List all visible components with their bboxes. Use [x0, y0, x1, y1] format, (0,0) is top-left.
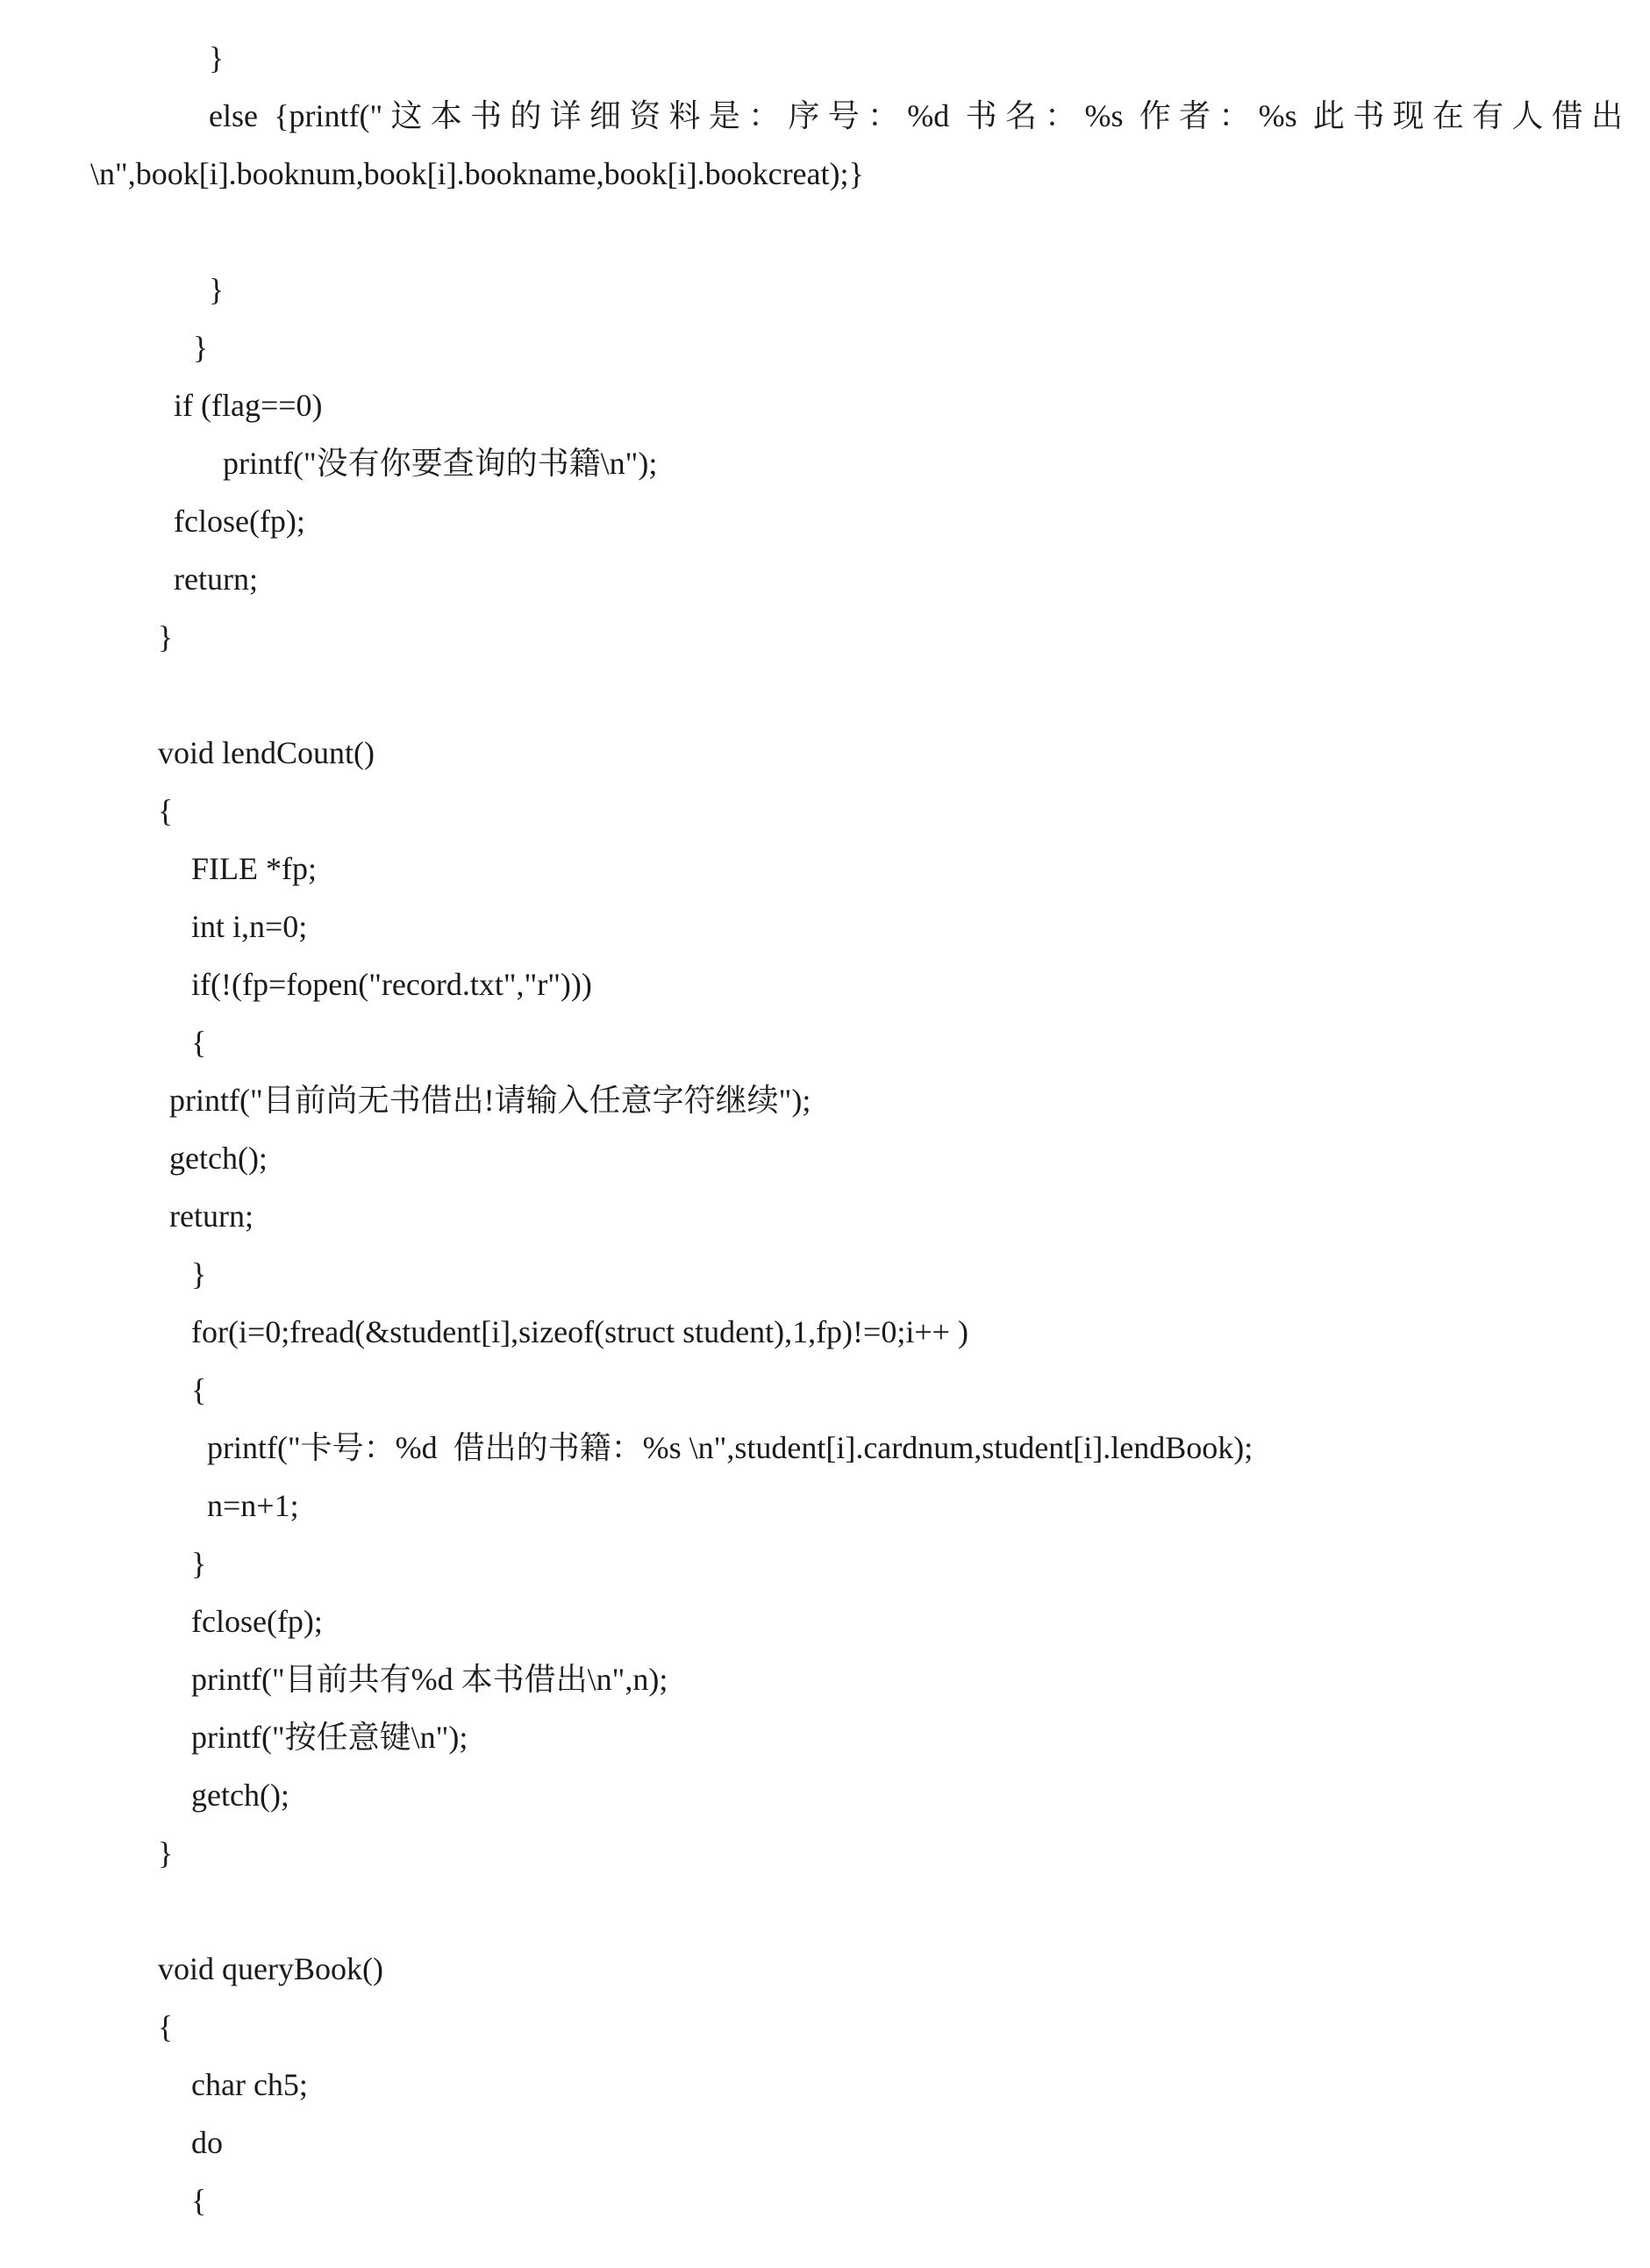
code-line: fclose(fp); — [174, 504, 305, 539]
code-line: } — [158, 619, 174, 655]
code-line: getch(); — [191, 1778, 289, 1813]
code-line: printf("没有你要查询的书籍\n"); — [223, 446, 658, 481]
code-line: } — [209, 272, 225, 307]
code-line: void queryBook() — [158, 1951, 383, 1986]
code-line: printf("卡号：%d 借出的书籍：%s \n",student[i].cardnum,student[i].lendBook); — [207, 1430, 1254, 1465]
code-line: return; — [169, 1198, 254, 1234]
code-line: } — [158, 1835, 174, 1871]
code-line: } — [191, 1546, 207, 1581]
code-line: n=n+1; — [207, 1488, 299, 1523]
code-line: do — [191, 2125, 223, 2160]
code-line: fclose(fp); — [191, 1604, 323, 1639]
code-line: void lendCount() — [158, 735, 375, 770]
code-line: printf("目前共有%d 本书借出\n",n); — [191, 1662, 668, 1697]
code-line: { — [191, 2183, 207, 2218]
code-line: if (flag==0) — [174, 388, 323, 423]
code-line: { — [158, 2009, 174, 2044]
code-line: } — [193, 330, 209, 365]
code-line: FILE *fp; — [191, 851, 317, 886]
code-line: } — [191, 1256, 207, 1291]
code-line: char ch5; — [191, 2067, 308, 2102]
code-line: else {printf("这本书的详细资料是：序号：%d 书名：%s 作者：%s 此书现在有人借出 — [209, 98, 1623, 133]
code-line: for(i=0;fread(&student[i],sizeof(struct student),1,fp)!=0;i++ ) — [191, 1314, 968, 1349]
code-line: \n",book[i].booknum,book[i].bookname,book[i].bookcreat);} — [90, 156, 864, 191]
code-line: } — [209, 40, 225, 75]
code-line: { — [158, 793, 174, 828]
code-line: if(!(fp=fopen("record.txt","r"))) — [191, 967, 592, 1002]
code-line: { — [191, 1025, 207, 1060]
code-line: printf("按任意键\n"); — [191, 1720, 468, 1755]
code-line: int i,n=0; — [191, 909, 308, 944]
code-line: return; — [174, 562, 258, 597]
code-line: printf("目前尚无书借出!请输入任意字符继续"); — [169, 1083, 811, 1118]
code-line: { — [191, 1372, 207, 1407]
code-line: getch(); — [169, 1141, 268, 1176]
